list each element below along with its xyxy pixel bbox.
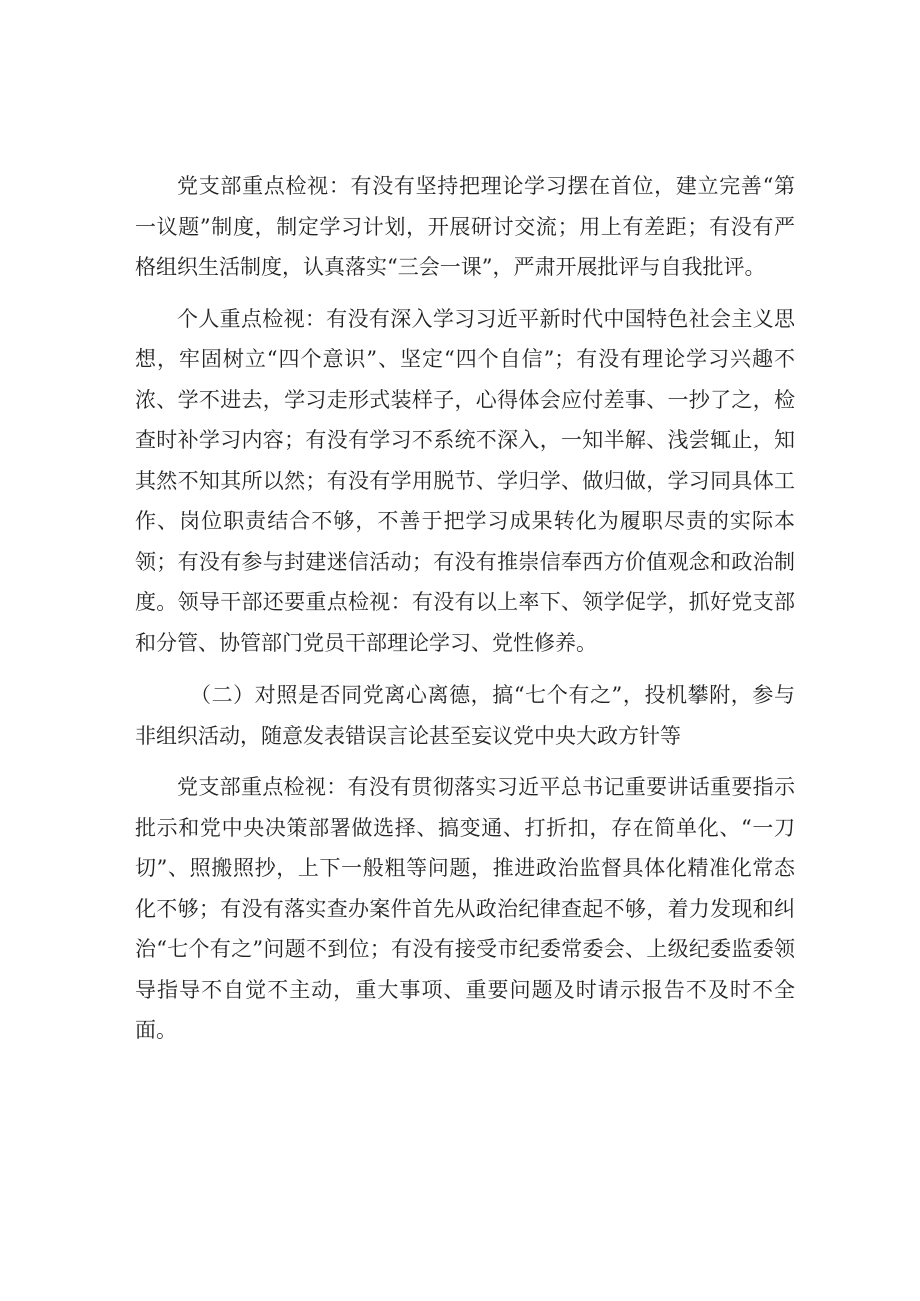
paragraph-party-branch-theory-study: 党支部重点检视：有没有坚持把理论学习摆在首位，建立完善“第一议题”制度，制定学习计划，开展研讨交流；用上有差距；有没有严格组织生活制度，认真落实“三会一课”，严肃开展批评与自我批评。 <box>135 174 795 279</box>
paragraph-party-branch-political-discipline: 党支部重点检视：有没有贯彻落实习近平总书记重要讲话重要指示批示和党中央决策部署做选择、搞变通、打折扣，存在简单化、“一刀切”、照搬照抄，上下一般粗等问题，推进政治监督具体化精准化常态化不够；有没有落实查办案件首先从政治纪律查起不够，着力发现和纠治“七个有之”问题不到位；有没有接受市纪委常委会、上级纪委监委领导指导不自觉不主动，重大事项、重要问题及时请示报告不及时不全面。 <box>135 775 795 1042</box>
document-body <box>135 166 795 1051</box>
section-heading-two: （二）对照是否同党离心离德，搞“七个有之”，投机攀附，参与非组织活动，随意发表错误言论甚至妄议党中央大政方针等 <box>135 683 795 748</box>
paragraph-individual-theory-study: 个人重点检视：有没有深入学习习近平新时代中国特色社会主义思想，牢固树立“四个意识”、坚定“四个自信”；有没有理论学习兴趣不浓、学不进去，学习走形式装样子，心得体会应付差事、一抄了之，检查时补学习内容；有没有学习不系统不深入，一知半解、浅尝辄止，知其然不知其所以然；有没有学用脱节、学归学、做归做，学习同具体工作、岗位职责结合不够，不善于把学习成果转化为履职尽责的实际本领；有没有参与封建迷信活动；有没有推崇信奉西方价值观念和政治制度。领导干部还要重点检视：有没有以上率下、领学促学，抓好党支部和分管、协管部门党员干部理论学习、党性修养。 <box>135 306 795 655</box>
